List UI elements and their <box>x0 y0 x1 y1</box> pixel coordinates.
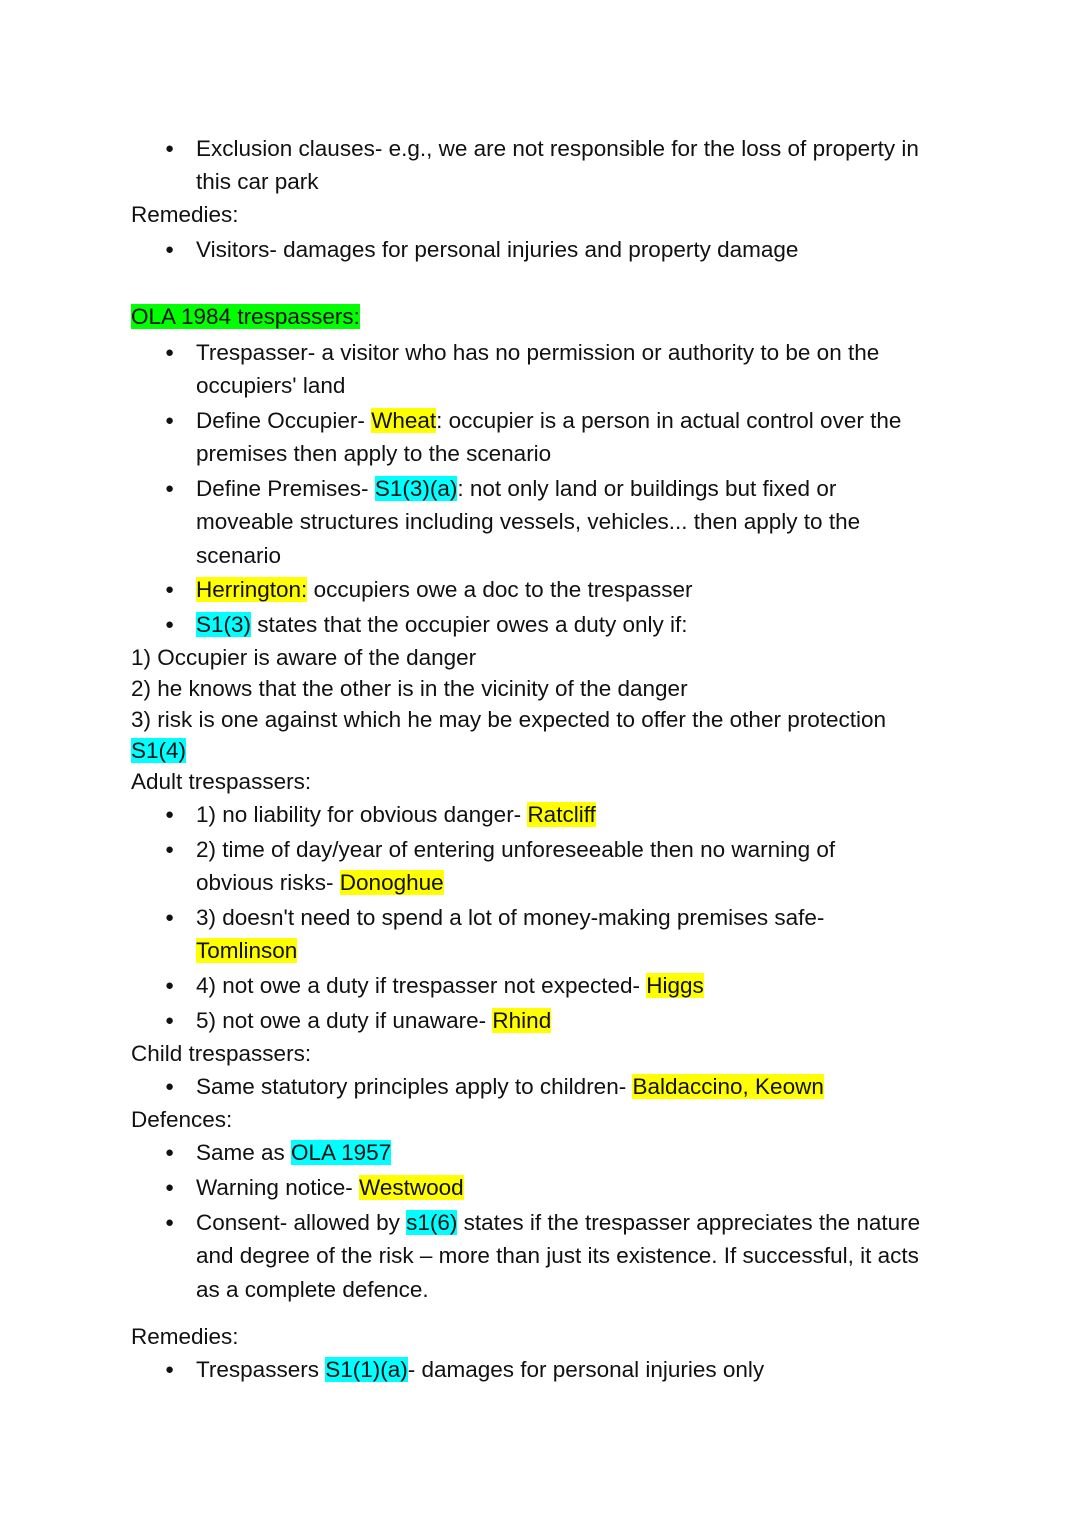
bullet-herrington <box>0 573 1080 606</box>
bullet-defence-2 <box>0 1171 1080 1204</box>
bullet-continuation <box>0 1239 1080 1272</box>
bullet-text: Trespasser- a visitor who has no permission or authority to be on the <box>196 340 880 365</box>
heading-text: Remedies: <box>131 202 239 227</box>
bullet-text: Exclusion clauses- e.g., we are not responsible for the loss of property in <box>196 136 919 161</box>
bullet-text: Same statutory principles apply to children- <box>196 1074 633 1099</box>
heading-highlight: OLA 1984 trespassers: <box>131 304 360 329</box>
bullet-adult-item-4 <box>0 969 1080 1002</box>
bullet-continuation <box>0 539 1080 572</box>
bullet-continuation <box>0 505 1080 538</box>
bullet-text: 2) time of day/year of entering unforeseeable then no warning of <box>196 837 836 862</box>
bullet-text: premises then apply to the scenario <box>196 441 552 466</box>
bullet-text: Trespassers <box>196 1357 326 1382</box>
bullet-text: Define Occupier- <box>196 408 372 433</box>
bullet-text: moveable structures including vessels, vehicles... then apply to the <box>196 509 861 534</box>
bullet-text: occupiers owe a doc to the trespasser <box>307 577 693 602</box>
case-name-highlight: Baldaccino, Keown <box>632 1074 824 1099</box>
bullet-text: Define Premises- <box>196 476 375 501</box>
statute-highlight: S1(4) <box>131 738 187 763</box>
bullet-text: Visitors- damages for personal injuries and property damage <box>196 237 799 262</box>
heading-text: Defences: <box>131 1107 233 1132</box>
bullet-text: as a complete defence. <box>196 1277 429 1302</box>
s1-4-reference <box>0 734 1080 767</box>
bullet-text: occupiers' land <box>196 373 346 398</box>
case-name-highlight: Rhind <box>492 1008 552 1033</box>
bullet-trespasser-definition <box>0 336 1080 369</box>
bullet-text: states if the trespasser appreciates the nature <box>457 1210 921 1235</box>
condition-text: 1) Occupier is aware of the danger <box>131 645 477 670</box>
child-trespassers-heading <box>0 1037 1080 1070</box>
bullet-text: : not only land or buildings but fixed or <box>457 476 837 501</box>
case-name-highlight: Tomlinson <box>196 938 298 963</box>
bullet-continuation <box>0 369 1080 402</box>
bullet-s1-3-duty <box>0 608 1080 641</box>
heading-text: Adult trespassers: <box>131 769 312 794</box>
bullet-text: scenario <box>196 543 282 568</box>
case-name-highlight: Wheat <box>371 408 437 433</box>
duty-condition-2 <box>0 672 1080 705</box>
bullet-text: and degree of the risk – more than just its existence. If successful, it acts <box>196 1243 919 1268</box>
remedies-heading <box>0 198 1080 231</box>
bullet-visitors-remedy <box>0 233 1080 266</box>
bullet-define-premises <box>0 472 1080 505</box>
bullet-continuation <box>0 934 1080 967</box>
bullet-text: Warning notice- <box>196 1175 359 1200</box>
condition-text: 3) risk is one against which he may be expected to offer the other protection <box>131 707 887 732</box>
heading-text: Child trespassers: <box>131 1041 312 1066</box>
bullet-adult-item-2 <box>0 833 1080 866</box>
adult-trespassers-heading <box>0 765 1080 798</box>
bullet-text: states that the occupier owes a duty only if: <box>251 612 688 637</box>
bullet-defence-1 <box>0 1136 1080 1169</box>
statute-highlight: S1(3) <box>196 612 252 637</box>
case-name-highlight: Ratcliff <box>527 802 596 827</box>
statute-highlight: S1(3)(a) <box>374 476 458 501</box>
bullet-child-item <box>0 1070 1080 1103</box>
case-name-highlight: Westwood <box>358 1175 464 1200</box>
statute-highlight: S1(1)(a) <box>325 1357 408 1382</box>
case-name-highlight: Donoghue <box>339 870 444 895</box>
bullet-text: 5) not owe a duty if unaware- <box>196 1008 493 1033</box>
defences-heading <box>0 1103 1080 1136</box>
bullet-text: : occupier is a person in actual control over the <box>436 408 902 433</box>
duty-condition-3 <box>0 703 1080 736</box>
bullet-adult-item-3 <box>0 901 1080 934</box>
heading-text: Remedies: <box>131 1324 239 1349</box>
bullet-text: 1) no liability for obvious danger- <box>196 802 528 827</box>
bullet-exclusion-clauses <box>0 132 1080 165</box>
bullet-adult-item-5 <box>0 1004 1080 1037</box>
bullet-continuation <box>0 437 1080 470</box>
statute-highlight: s1(6) <box>406 1210 458 1235</box>
case-name-highlight: Higgs <box>646 973 704 998</box>
bullet-text: - damages for personal injuries only <box>407 1357 765 1382</box>
bullet-define-occupier <box>0 404 1080 437</box>
bullet-adult-item-1 <box>0 798 1080 831</box>
case-name-highlight: Herrington: <box>196 577 308 602</box>
bullet-text: obvious risks- <box>196 870 340 895</box>
bullet-defence-3 <box>0 1206 1080 1239</box>
bullet-continuation <box>0 1273 1080 1306</box>
condition-text: 2) he knows that the other is in the vicinity of the danger <box>131 676 688 701</box>
bullet-continuation <box>0 866 1080 899</box>
bullet-text: Same as <box>196 1140 292 1165</box>
ola-1984-heading <box>0 300 1080 333</box>
remedies-heading <box>0 1320 1080 1353</box>
statute-highlight: OLA 1957 <box>291 1140 392 1165</box>
duty-condition-1 <box>0 641 1080 674</box>
bullet-text: this car park <box>196 169 319 194</box>
bullet-text: Consent- allowed by <box>196 1210 407 1235</box>
bullet-text: 4) not owe a duty if trespasser not expected- <box>196 973 647 998</box>
bullet-text: 3) doesn't need to spend a lot of money-making premises safe- <box>196 905 825 930</box>
bullet-continuation <box>0 165 1080 198</box>
bullet-trespassers-remedy <box>0 1353 1080 1386</box>
